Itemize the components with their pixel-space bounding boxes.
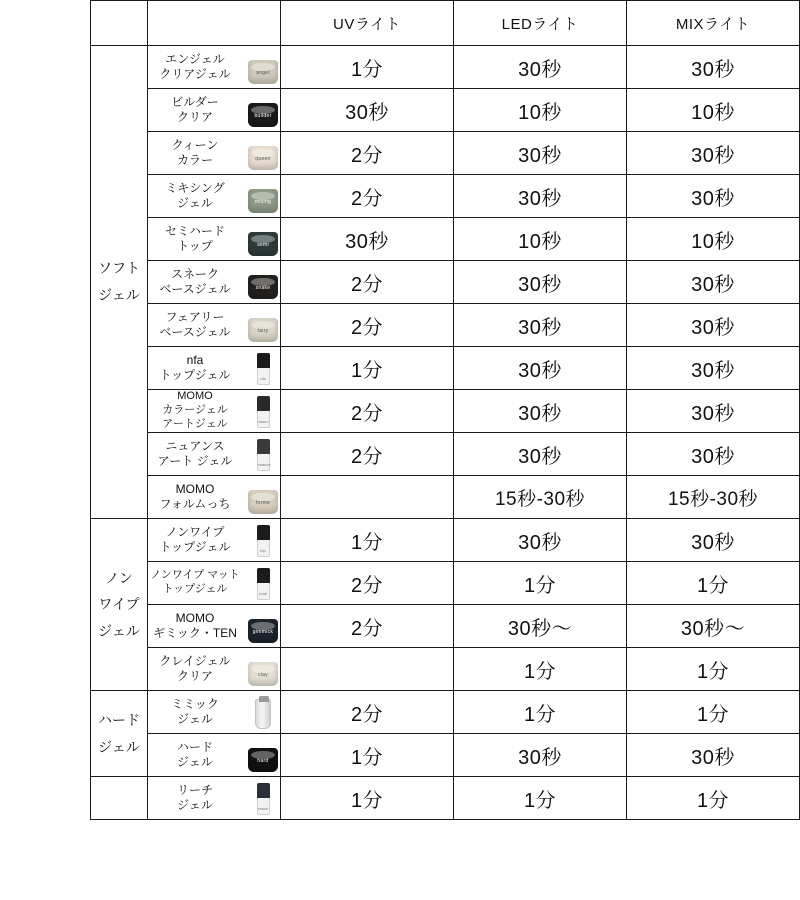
product-name-line: クレイジェル [159,654,231,668]
led-time-cell: 10秒 [454,89,627,132]
thumbnail-label: builder [254,113,272,120]
product-thumbnail-jar-icon [246,50,280,84]
product-cell [148,562,281,605]
uv-time-cell: 30秒 [281,218,454,261]
thumbnail-label: mixing [254,199,272,206]
product-inner [148,178,280,214]
led-time-cell: 1分 [454,691,627,734]
product-inner [148,92,280,128]
product-thumbnail-bottle-icon [246,394,280,428]
product-name-line: トップジェル [162,583,228,595]
group-label-line: ハード [98,711,140,728]
product-cell [148,304,281,347]
uv-time-cell [281,476,454,519]
header-product-blank [148,1,281,46]
product-thumbnail-jar-icon [246,652,280,686]
product-thumbnail-bottle-icon [246,781,280,815]
product-thumbnail-tube-icon [246,695,280,729]
product-name [148,390,242,431]
product-name-line: ミキシング [165,181,225,195]
table-row [91,519,800,562]
table-row [91,605,800,648]
product-name-line: ミミック [171,697,219,711]
product-inner [148,436,280,472]
product-thumbnail-jar-icon [246,93,280,127]
table-row [91,304,800,347]
product-name [148,783,242,813]
header-led-light: LEDライト [454,1,627,46]
thumbnail-label: hard [257,758,269,765]
group-label-line: ジェル [98,738,140,755]
product-name-line: ギミック・TEN [153,626,237,640]
product-name-line: ノンワイプ [165,525,225,539]
table-row [91,476,800,519]
uv-time-cell: 2分 [281,132,454,175]
led-time-cell: 30秒 [454,390,627,433]
product-name-line: ハード [176,740,213,754]
led-time-cell: 30秒 [454,347,627,390]
product-cell [148,519,281,562]
product-name-line: ノンワイプ マット [150,569,240,582]
product-name-line: ニュアンス [165,439,225,453]
product-thumbnail-jar-icon [246,222,280,256]
header-uv-light: UVライト [281,1,454,46]
led-time-cell: 1分 [454,777,627,820]
product-inner [148,221,280,257]
uv-time-cell: 2分 [281,691,454,734]
uv-time-cell: 1分 [281,347,454,390]
product-cell [148,132,281,175]
product-inner [148,651,280,687]
product-name-line: アートジェル [162,417,228,430]
product-inner [148,264,280,300]
table-row [91,347,800,390]
product-cell [148,605,281,648]
table-row [91,390,800,433]
uv-time-cell: 2分 [281,562,454,605]
thumbnail-label: nfa [260,376,266,381]
uv-time-cell: 2分 [281,390,454,433]
thumbnail-label: nuance [257,462,271,467]
product-name-line: セミハード [164,224,225,238]
product-name-line: スネーク [170,267,219,281]
table-row [91,46,800,89]
product-inner [148,780,280,816]
group-cell-nonwipe [91,519,148,691]
product-thumbnail-bottle-icon [246,523,280,557]
product-name-line: フェアリー [165,310,225,324]
product-thumbnail-jar-icon [246,308,280,342]
led-time-cell: 30秒 [454,261,627,304]
product-cell [148,89,281,132]
product-inner [148,390,280,431]
uv-time-cell: 2分 [281,261,454,304]
product-name [148,525,242,555]
thumbnail-label: forme [255,500,271,507]
header-group-blank [91,1,148,46]
mix-time-cell: 30秒 [627,304,800,347]
product-cell [148,734,281,777]
product-inner [148,522,280,558]
product-name-line: トップジェル [159,368,231,382]
uv-time-cell: 30秒 [281,89,454,132]
product-name [148,181,242,211]
product-name [148,267,242,297]
product-cell [148,691,281,734]
product-cell [148,175,281,218]
group-label-line: ソフト [98,260,140,277]
thumbnail-label: snake [255,285,271,292]
product-thumbnail-bottle-icon [246,351,280,385]
table-row [91,691,800,734]
group-label-line: ワイプ [98,596,140,613]
product-name-line: フォルムっち [159,497,231,511]
group-label-line: ノン [105,569,133,586]
product-name [148,482,242,512]
product-name-line: カラージェル [162,404,228,417]
mix-time-cell: 30秒 [627,347,800,390]
product-inner [148,49,280,85]
product-thumbnail-jar-icon [246,136,280,170]
product-name-line: クリア [176,669,213,683]
thumbnail-label: top [260,548,266,553]
product-name-line: ジェル [177,196,213,210]
product-name [148,654,242,684]
mix-time-cell: 1分 [627,648,800,691]
table-row [91,562,800,605]
led-time-cell: 30秒 [454,132,627,175]
led-time-cell: 30秒 [454,46,627,89]
group-cell-last [91,777,148,820]
group-cell-soft [91,46,148,519]
product-name [148,310,242,340]
product-name [148,52,242,82]
product-thumbnail-jar-icon [246,480,280,514]
table-row [91,132,800,175]
thumbnail-label: clay [257,672,269,679]
product-inner [148,737,280,773]
led-time-cell: 1分 [454,648,627,691]
mix-time-cell: 30秒 [627,519,800,562]
product-cell [148,648,281,691]
product-name [148,95,242,125]
thumbnail-label: matt [259,591,267,596]
product-name-line: トップジェル [159,540,231,554]
uv-time-cell [281,648,454,691]
product-inner [148,307,280,343]
product-name [148,611,242,641]
table-body [91,46,800,820]
uv-time-cell: 2分 [281,605,454,648]
product-name [148,697,242,727]
product-inner [148,565,280,601]
mix-time-cell: 30秒 [627,734,800,777]
product-name-line: ジェル [177,712,213,726]
product-name-line: ジェル [177,755,213,769]
product-cell [148,777,281,820]
thumbnail-label: momo [257,419,269,424]
product-inner [148,135,280,171]
product-cell [148,433,281,476]
table-row [91,734,800,777]
product-name-line: カラー [176,153,213,167]
table-row [91,175,800,218]
product-name-line: リーチ [176,783,213,797]
uv-time-cell: 2分 [281,175,454,218]
product-name-line: ビルダー [171,95,219,109]
product-cell [148,347,281,390]
table-row [91,218,800,261]
mix-time-cell: 30秒 [627,175,800,218]
product-thumbnail-jar-icon [246,738,280,772]
product-name-line: クィーン [171,138,219,152]
gel-curing-time-table [90,0,800,820]
product-name-line: ベースジェル [159,282,231,296]
product-name-line: アート ジェル [157,454,233,468]
product-name-line: クリアジェル [159,67,231,81]
group-cell-hard [91,691,148,777]
product-thumbnail-jar-icon [246,609,280,643]
product-name-line: クリア [176,110,213,124]
product-name [148,569,242,597]
product-thumbnail-jar-icon [246,265,280,299]
table-header-row [91,1,800,46]
mix-time-cell: 10秒 [627,218,800,261]
group-label-line: ジェル [98,287,140,303]
product-name-line: MOMO [175,611,215,625]
table-row [91,648,800,691]
thumbnail-label: angel [256,70,270,77]
product-inner [148,608,280,644]
mix-time-cell: 1分 [627,691,800,734]
product-name [148,138,242,168]
mix-time-cell: 30秒 [627,261,800,304]
header-mix-light: MIXライト [627,1,800,46]
thumbnail-label: gimmick [252,629,274,636]
thumbnail-label: fairy [257,328,269,335]
table-row [91,261,800,304]
product-cell [148,218,281,261]
led-time-cell: 30秒 [454,519,627,562]
product-name-line: ジェル [177,798,213,812]
mix-time-cell: 1分 [627,777,800,820]
product-name-line: MOMO [175,482,215,496]
product-name-line: エンジェル [165,52,225,66]
table-row [91,777,800,820]
led-time-cell: 30秒 [454,304,627,347]
led-time-cell: 10秒 [454,218,627,261]
thumbnail-label: queen [255,156,271,163]
thumbnail-label: reach [257,806,268,811]
table-row [91,433,800,476]
led-time-cell: 30秒 [454,433,627,476]
product-cell [148,390,281,433]
mix-time-cell: 30秒〜 [627,605,800,648]
uv-time-cell: 2分 [281,433,454,476]
product-name-line: MOMO [177,390,213,403]
table-row [91,89,800,132]
mix-time-cell: 1分 [627,562,800,605]
product-cell [148,46,281,89]
product-thumbnail-bottle-icon [246,437,280,471]
product-name-line: トップ [177,239,213,253]
product-inner [148,479,280,515]
product-cell [148,476,281,519]
mix-time-cell: 30秒 [627,46,800,89]
product-name [148,439,242,469]
uv-time-cell: 1分 [281,46,454,89]
uv-time-cell: 1分 [281,777,454,820]
product-cell [148,261,281,304]
product-thumbnail-bottle-icon [246,566,280,600]
product-inner [148,350,280,386]
uv-time-cell: 2分 [281,304,454,347]
product-name [148,224,242,254]
mix-time-cell: 30秒 [627,132,800,175]
mix-time-cell: 30秒 [627,433,800,476]
mix-time-cell: 15秒-30秒 [627,476,800,519]
product-name [148,740,242,770]
led-time-cell: 30秒〜 [454,605,627,648]
table-header [91,1,800,46]
product-name [148,353,242,383]
uv-time-cell: 1分 [281,519,454,562]
product-name-line: ベースジェル [159,325,231,339]
led-time-cell: 30秒 [454,175,627,218]
product-name-line: nfa [186,353,204,367]
group-label-line: ジェル [98,622,140,639]
led-time-cell: 30秒 [454,734,627,777]
product-inner [148,694,280,730]
product-thumbnail-jar-icon [246,179,280,213]
led-time-cell: 1分 [454,562,627,605]
uv-time-cell: 1分 [281,734,454,777]
thumbnail-label: semi [257,242,269,249]
mix-time-cell: 10秒 [627,89,800,132]
led-time-cell: 15秒-30秒 [454,476,627,519]
mix-time-cell: 30秒 [627,390,800,433]
